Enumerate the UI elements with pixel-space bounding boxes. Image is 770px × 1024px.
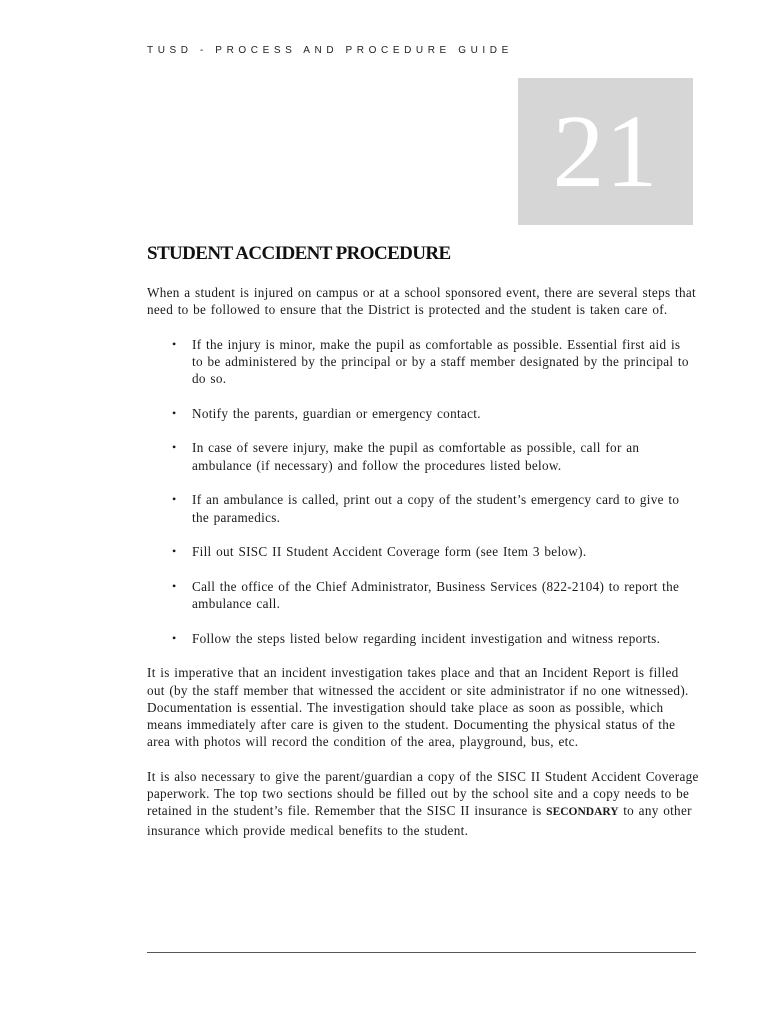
- investigation-paragraph: It is imperative that an incident investigation takes place and that an Incident Report is filled out (by the staff member that witnessed the accident or site administrator if no one witnessed). Documentation is essential. The investigation should take place as soon as possible, which means immediately after care is given to the student. Documenting the physical status of the area with photos will record the condition of the area, playground, bus, etc.: [147, 665, 689, 750]
- list-item: [147, 336, 699, 388]
- list-item: [147, 439, 699, 474]
- intro-paragraph: When a student is injured on campus or at a school sponsored event, there are several steps that need to be followed to ensure that the District is protected and the student is taken care of.: [147, 285, 696, 318]
- coverage-paragraph: [147, 768, 699, 839]
- page-body: [147, 284, 699, 856]
- bullet-icon: •: [172, 544, 177, 559]
- list-item-text: Notify the parents, guardian or emergency contact.: [192, 405, 481, 421]
- bullet-icon: •: [172, 630, 177, 645]
- list-item: [147, 578, 699, 613]
- chapter-number-box: [518, 78, 693, 225]
- bullet-icon: •: [172, 440, 177, 455]
- list-item-text: Call the office of the Chief Administrator, Business Services (822-2104) to report the ambulance call.: [192, 578, 680, 612]
- list-item: [147, 630, 699, 647]
- coverage-text-end: to any other insurance which provide medical benefits to the student.: [147, 803, 692, 838]
- list-item: [147, 405, 699, 422]
- list-item-text: Follow the steps listed below regarding incident investigation and witness reports.: [192, 630, 661, 646]
- footer-divider: [147, 952, 696, 953]
- coverage-text-start: It is also necessary to give the parent/guardian a copy of the SISC II Student Accident Coverage paperwork. The top two sections should be filled out by the school site and a copy needs to be retained in the student’s file. Remember that the SISC II insurance is: [147, 768, 699, 819]
- list-item-text: If the injury is minor, make the pupil as comfortable as possible. Essential first aid is to be administered by the principal or by a staff member designated by the principal to do so.: [192, 336, 689, 387]
- list-item: [147, 543, 699, 560]
- secondary-emphasis: SECONDARY: [546, 806, 619, 819]
- chapter-number: 21: [552, 94, 659, 209]
- bullet-icon: •: [172, 578, 177, 593]
- bullet-icon: •: [172, 405, 177, 420]
- list-item-text: If an ambulance is called, print out a copy of the student’s emergency card to give to the paramedics.: [192, 492, 680, 525]
- running-header: TUSD - PROCESS AND PROCEDURE GUIDE: [147, 45, 513, 56]
- list-item: [147, 491, 699, 526]
- bullet-icon: •: [172, 492, 177, 507]
- list-item-text: Fill out SISC II Student Accident Coverage form (see Item 3 below).: [192, 544, 587, 560]
- list-item-text: In case of severe injury, make the pupil as comfortable as possible, call for an ambulance (if necessary) and follow the procedures listed below.: [192, 440, 640, 473]
- bullet-icon: •: [172, 336, 177, 351]
- section-title: STUDENT ACCIDENT PROCEDURE: [147, 243, 451, 264]
- procedure-steps-list: [147, 336, 699, 647]
